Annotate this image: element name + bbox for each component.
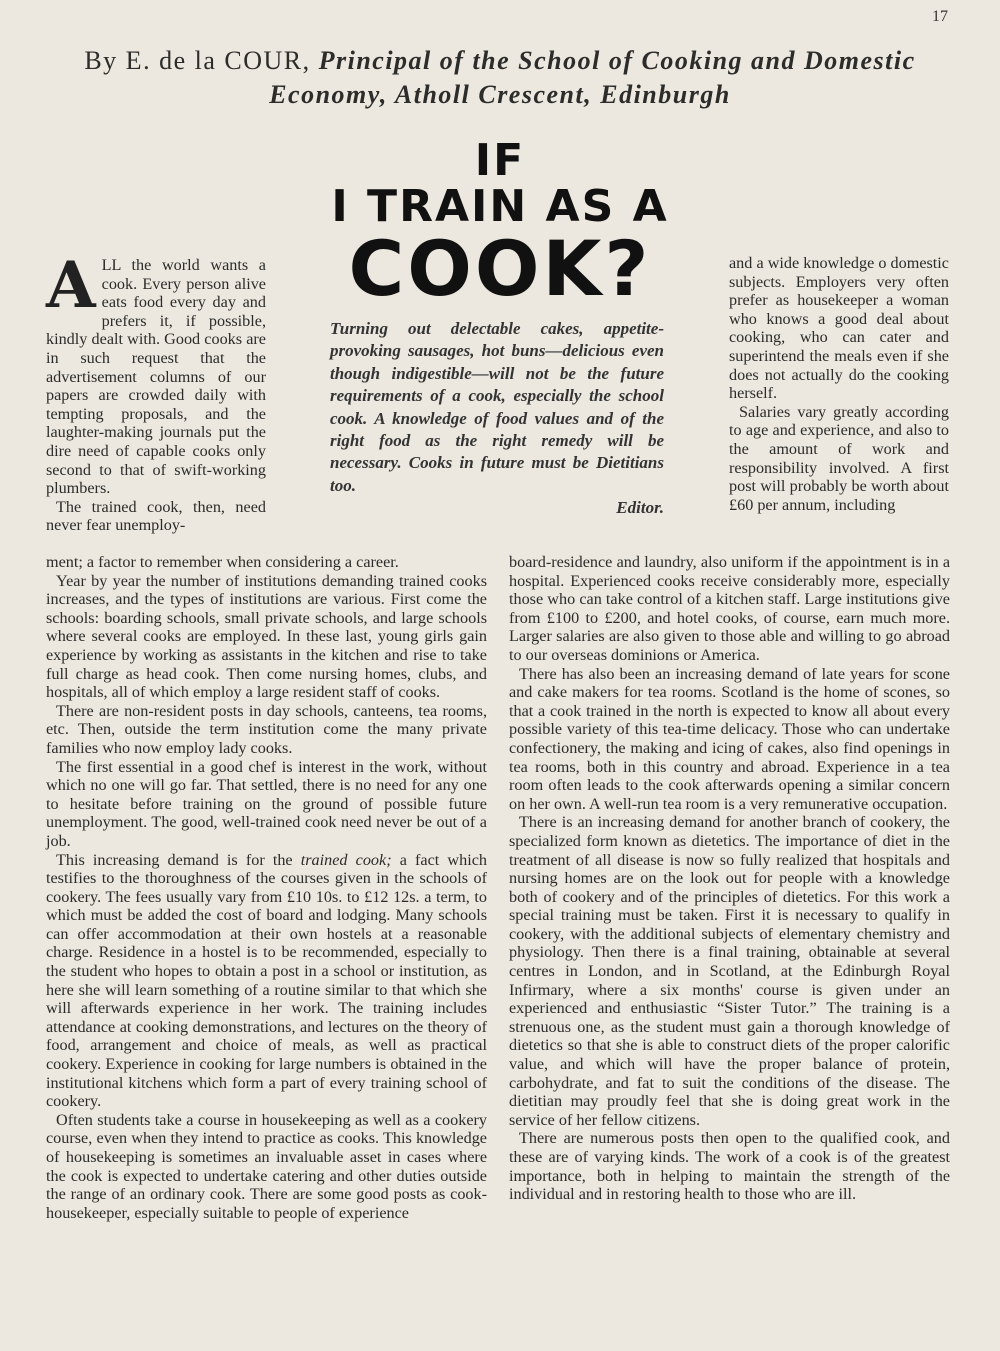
- page-number: 17: [932, 8, 948, 25]
- article-paragraph: There is an increasing demand for another branch of cookery, the specialized form known as dietetics. The importance of diet in the treatment of all disease is now so fully realized that hospitals and nursing homes are on the look out for people with a knowledge both of cookery and of the principles of dietetics. For this work a special training must be taken. First it is necessary to qualify in cookery, with the additional subjects of elementary chemistry and physiology. Then there is a final training, obtainable at several centres in London, and in Scotland, at the Edinburgh Royal Infirmary, where a six months' course is given under an experienced and enthusiastic “Sister Tutor.” The training is a strenuous one, as the student must gain a thorough knowledge of dietetics so that she is able to construct diets of the proper calorific value, and which will have the proper balance of protein, carbohydrate, and fat to suit the conditions of the disease. The dietitian may proudly feel that she is doing great work in the service of her fellow citizens.: [509, 813, 950, 1129]
- drop-cap: A: [46, 248, 96, 323]
- headline-line-3: COOK?: [348, 224, 652, 313]
- article-right-column: [509, 553, 950, 1204]
- article-paragraph: ment; a factor to remember when considering a career.: [46, 553, 399, 571]
- article-paragraph: There has also been an increasing demand of late years for scone and cake makers for tea rooms. Scotland is the home of scones, so that a cook trained in the north is expected to know all about every possible variety of this tea-time delicacy. Those who can undertake confectionery, the making and icing of cakes, also find openings in tea rooms, both in this country and abroad. Experience in a tea room often leads to the cook afterwards opening a similar concern on her own. A well-run tea room is a very remunerative occupation.: [509, 664, 950, 813]
- article-paragraph: Often students take a course in housekeeping as well as a cookery course, even when they intend to practice as cooks. This knowledge of housekeeping is sometimes an invaluable asset in cases where the cook is expected to undertake catering and other duties outside the range of an ordinary cook. There are some good posts as cook-housekeeper, especially suitable to people of experience: [46, 1110, 487, 1222]
- article-right-top-column: [729, 254, 949, 514]
- standfirst-signature: Editor.: [616, 498, 664, 518]
- article-paragraph: The trained cook, then, need never fear unemploy-: [46, 497, 266, 535]
- byline-role: Principal of the School of Cooking and Domestic Economy, Atholl Crescent, Edinburgh: [269, 46, 916, 109]
- standfirst: [330, 318, 664, 520]
- article-paragraph: Year by year the number of institutions demanding trained cooks increases, and the types of institutions are various. First come the schools: boarding schools, small private schools, and large schools where several cooks are employed. In these last, young girls gain experience by working as assistants in the kitchen and rise to take full charge as head cook. Then come nursing homes, clubs, and hospitals, all of which employ a large resident staff of cooks.: [46, 571, 487, 702]
- article-left-top-column: [46, 248, 266, 535]
- article-paragraph: There are numerous posts then open to the qualified cook, and these are of varying kinds. The work of a cook is of the greatest importance, both in helping to maintain the strength of the individual and in restoring health to those who are ill.: [509, 1129, 950, 1204]
- article-paragraph: There are non-resident posts in day schools, canteens, tea rooms, etc. Then, outside the term institution come the many private families who now employ lady cooks.: [46, 701, 487, 757]
- article-paragraph: This increasing demand is for the trained cook; a fact which testifies to the thoroughness of the courses given in the schools of cookery. The fees usually vary from £10 10s. to £12 12s. a term, to which must be added the cost of board and lodging. Many schools can offer accommodation at their own hostels at a reasonable charge. Residence in a hostel is to be recommended, especially to the student who hopes to obtain a post in a school or institution, as here she will learn something of a routine similar to that which she will afterwards experience in her work. The training includes attendance at cooking demonstrations, and lectures on the theory of food, arrangement and choice of meals, as well as practical cookery. Experience in cooking for large numbers is obtained in the institutional kitchens which form a part of every training school of cookery.: [46, 850, 487, 1111]
- article-paragraph: and a wide knowledge o domestic subjects. Employers very often prefer as housekeeper a woman who knows a good deal about cooking, who can cater and superintend the meals even if she does not actually do the cooking herself.: [729, 254, 949, 403]
- headline-line-2: I TRAIN AS A: [331, 181, 669, 232]
- article-paragraph: board-residence and laundry, also uniform if the appointment is in a hospital. Experienced cooks receive considerably more, especially those who can take control of a kitchen staff. Large institutions give from £100 to £200, and hotel cooks, of course, earn much more. Larger salaries are also given to those able and willing to go abroad to our overseas dominions or America.: [509, 553, 950, 664]
- article-left-column: [46, 553, 487, 1222]
- article-paragraph: Salaries vary greatly according to age and experience, and also to the amount of work and responsibility involved. A first post will probably be worth about £60 per annum, including: [729, 402, 949, 514]
- headline-line-1: IF: [474, 135, 526, 186]
- article-paragraph: The first essential in a good chef is interest in the work, without which no one will go far. That settled, there is no need for any one to hesitate before training on the ground of possible future unemployment. The good, well-trained cook need never be out of a job.: [46, 757, 487, 850]
- byline: [40, 44, 960, 112]
- article-paragraph: ALL the world wants a cook. Every person alive eats food every day and prefers it, if possible, kindly dealt with. Good cooks are in such request that the advertisement columns of our papers are crowded daily with tempting proposals, and the laughter-making journals put the dire need of capable cooks only second to that of swift-working plumbers.: [46, 248, 266, 498]
- byline-author: By E. de la COUR,: [84, 46, 311, 75]
- standfirst-text: Turning out delectable cakes, appetite-provoking sausages, hot buns—delicious even though indigestible—will not be the future requirements of a cook, especially the school cook. A knowledge of food values and of the right food as the right remedy will be necessary. Cooks in future must be Dietitians too.: [330, 319, 664, 495]
